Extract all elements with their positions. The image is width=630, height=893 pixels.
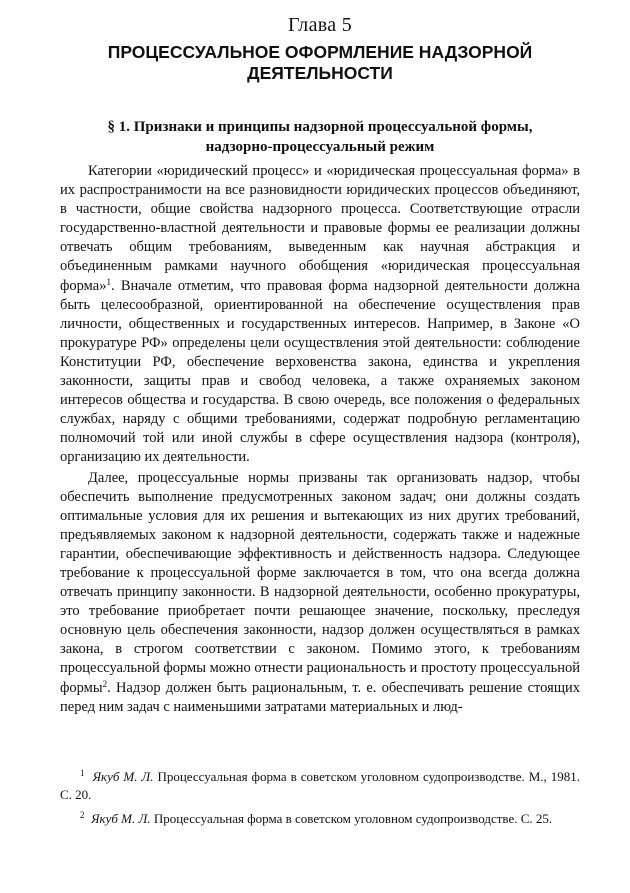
footnote-author: Якуб М. Л. [91, 811, 151, 826]
chapter-title [60, 42, 580, 84]
footnote-text: Процессуальная форма в советском уголовном судопроизводстве. С. 25. [150, 811, 553, 826]
section-title-line-1: § 1. Признаки и принципы надзорной процессуальной формы, [107, 119, 533, 135]
body-text [60, 162, 580, 717]
section-title [60, 117, 580, 157]
chapter-title-line-2: ДЕЯТЕЛЬНОСТИ [247, 63, 393, 83]
footnotes [60, 768, 580, 834]
footnote-text: Процессуальная форма в советском уголовном судопроизводстве. М., 1981. С. 20. [60, 769, 580, 802]
paragraph-text: . Вначале отметим, что правовая форма надзорной деятельности должна быть целесообразной, ориентированной на обеспечение осуществления прав личности, общественных и государственных интересов. Например, в Законе «О прокуратуре РФ» определены цели осуществления этой деятельности: соблюдение Конституции РФ, обеспечение верховенства закона, единства и укрепления законности, защиты прав и свобод человека, а также охраняемых законом интересов общества и государства. В свою очередь, все положения о федеральных службах, наряду с общими требованиями, содержат подробную регламентацию полномочий той или иной службы в сфере осуществления надзора (контроля), организацию их деятельности. [60, 277, 580, 466]
paragraph-1 [60, 162, 580, 468]
paragraph-2 [60, 469, 580, 717]
footnote-author: Якуб М. Л. [92, 769, 154, 784]
section-title-line-2: надзорно-процессуальный режим [205, 139, 435, 155]
chapter-label: Глава 5 [287, 14, 353, 36]
paragraph-text: Далее, процессуальные нормы призваны так организовать надзор, чтобы обеспечить выполнение предусмотренных законом задач; они должны создать оптимальные условия для их решения и вытекающих из них других требований, предъявляемых законом к надзорной деятельности, содержать также и надежные гарантии, обеспечивающие эффективность и действенность надзора. Следующее требование к процессуальной форме заключается в том, что она всегда должна отвечать принципу законности. В надзорной деятельности, особенно прокуратуры, это требование приобретает почти решающее значение, поскольку, преследуя основную цель обеспечения законности, надзор должен осуществляться в рамках закона, в строгом соответствии с законом. Помимо этого, к требованиям процессуальной формы можно отнести рациональность и простоту процессуальной формы [60, 469, 580, 696]
footnote-ref-2[interactable]: 2 [102, 678, 108, 689]
footnote-2 [60, 810, 580, 828]
footnote-1 [60, 768, 580, 804]
footnote-ref-1[interactable]: 1 [106, 276, 111, 287]
chapter-title-line-1: ПРОЦЕССУАЛЬНОЕ ОФОРМЛЕНИЕ НАДЗОРНОЙ [107, 42, 533, 62]
footnote-number: 1 [80, 768, 85, 778]
paragraph-text: Категории «юридический процесс» и «юридическая процессуальная форма» в их распространимости на все разновидности юридических процессов объединяют, в частности, общие свойства надзорного процесса. Соответствующие отрасли государственно-властной деятельности и правовые формы ее реализации должны отвечать общим требованиям, выведенным как научная абстракция и объединенным рамками научного обобщения «юридическая процессуальная форма» [60, 163, 580, 294]
paragraph-text: . Надзор должен быть рациональным, т. е. обеспечивать решение стоящих перед ним задач с наименьшими затратами материальных и люд- [60, 679, 580, 715]
footnote-number: 2 [80, 810, 85, 820]
